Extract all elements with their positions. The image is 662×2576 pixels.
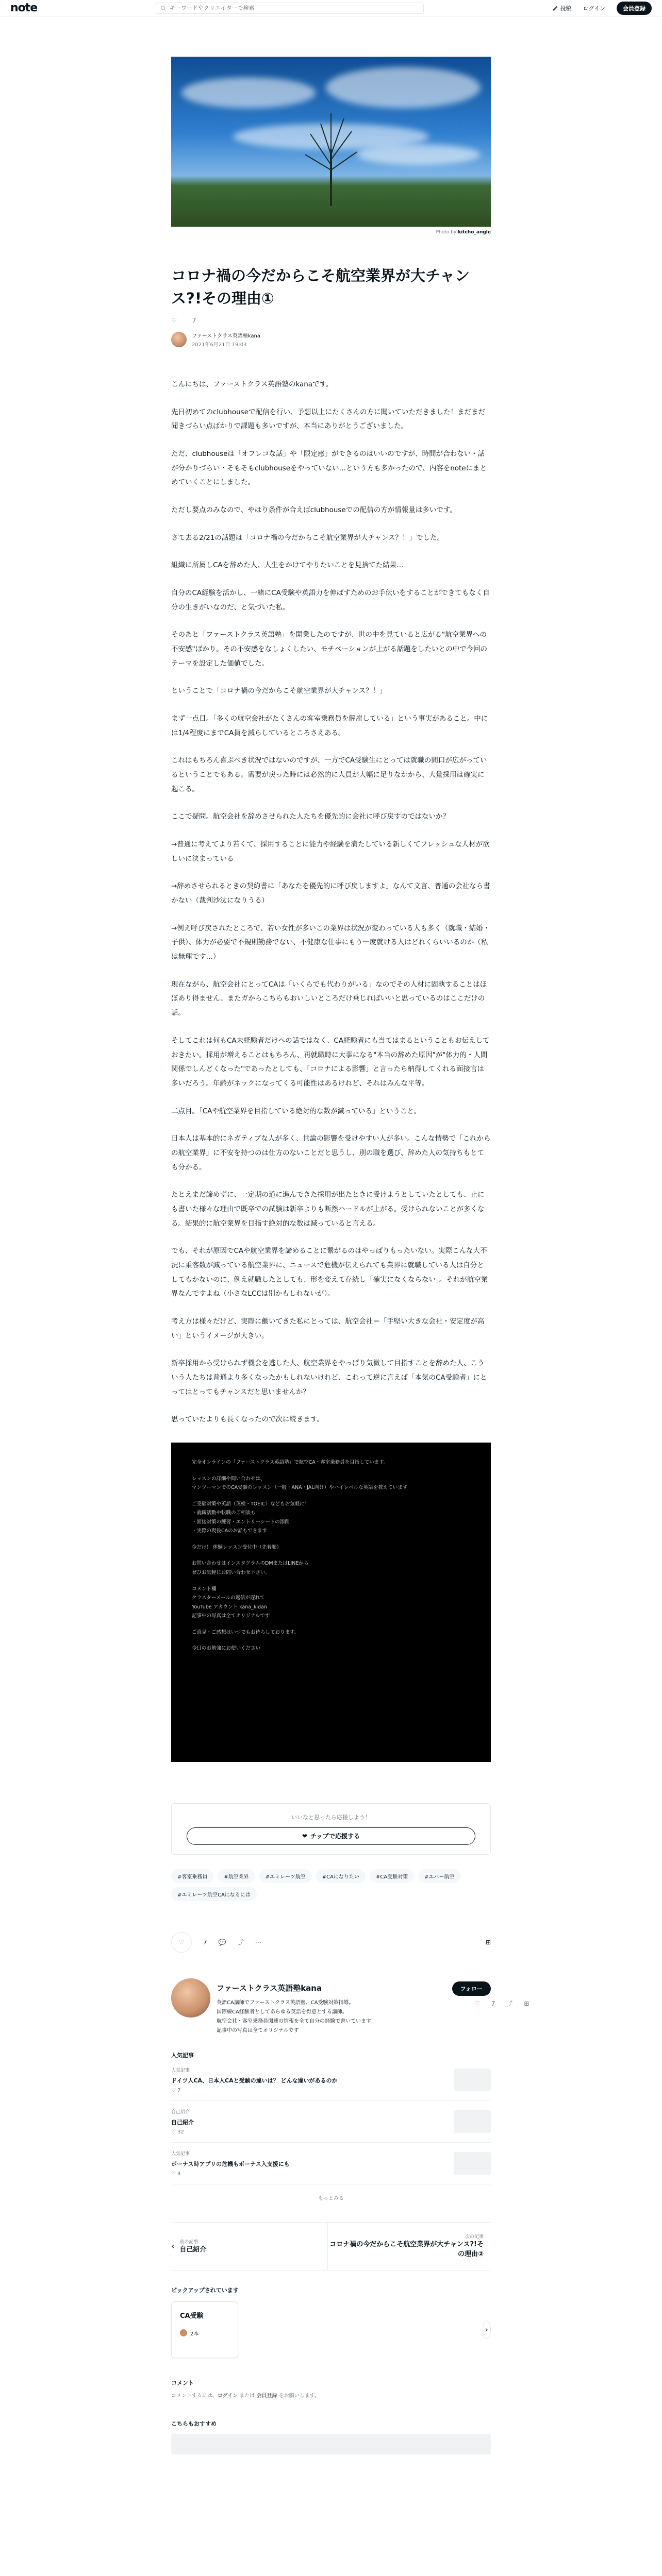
- signup-button[interactable]: 会員登録: [617, 2, 652, 15]
- related-title: 自己紹介: [171, 2119, 194, 2126]
- article-paragraph: これはもちろん喜ぶべき状況ではないのですが、一方でCA受験生にとっては就職の間口が広がっているということでもある。需要が戻った時には必然的に人員が大幅に足りなかから、大量採用は確実に起こる。: [171, 756, 487, 793]
- article-paragraph: まず一点目。「多くの航空会社がたくさんの客室乗務員を解雇している」という事実があること。中には1/4程度にまでCA員を減らしているところさえある。: [171, 715, 488, 737]
- article-paragraph: 現在ながら、航空会社にとってCAは「いくらでも代わりがいる」なのでその人材に固執することはほぼあり得ません。またガからこちらもおいしいところだけ乗じればいいと思っているのはここだけの話。: [171, 980, 487, 1018]
- bookmark-icon[interactable]: ⊞: [524, 1999, 529, 2007]
- search-input[interactable]: [170, 5, 419, 11]
- support-text: いいなと思ったら応援しよう！: [291, 1814, 371, 1821]
- next-title: コロナ禍の今だからこそ航空業界が大チャンス?!その理由②: [329, 2240, 484, 2259]
- tag-list: [171, 1869, 491, 1901]
- related-category: 人気記事: [171, 2067, 190, 2073]
- credit-user[interactable]: kitcho_angle: [458, 230, 491, 235]
- like-count: 7: [491, 1999, 495, 2007]
- related-title: ドイツ人CA、日本人CAと受験の違いは？ どんな違いがあるのか: [171, 2077, 338, 2084]
- related-thumbnail: [454, 2152, 491, 2175]
- author-name[interactable]: ファーストクラス英語塾kana: [192, 333, 261, 339]
- like-count: 7: [203, 1938, 207, 1946]
- login-link[interactable]: ログイン: [217, 2393, 238, 2399]
- signup-link[interactable]: 会員登録: [256, 2393, 277, 2399]
- bookmark-icon[interactable]: ⊞: [485, 1938, 491, 1946]
- popular-placeholder: [171, 2434, 491, 2454]
- article-paragraph: 先日初めてのclubhouseで配信を行い、予想以上にたくさんの方に聞いていただきました！まだまだ聞きづらい点ばかりで課題も多いですが、本当にありがとうございました。: [171, 408, 486, 431]
- profile-name[interactable]: ファーストクラス英語塾kana: [217, 1983, 322, 1993]
- avatar[interactable]: [171, 1978, 210, 2018]
- post-link[interactable]: [552, 4, 572, 12]
- note-logo[interactable]: note: [10, 2, 38, 14]
- post-label: 投稿: [560, 5, 572, 12]
- tip-icon: ❤: [302, 1832, 308, 1840]
- related-title: ボーナス時アプリの危機もボーナス入支援にも: [171, 2160, 290, 2167]
- prev-title: 自己紹介: [179, 2245, 207, 2253]
- share-icon[interactable]: ⤴: [506, 2000, 513, 2007]
- article-paragraph: 二点目。「CAや航空業界を目指している絶対的な数が減っている」ということ。: [171, 1107, 421, 1115]
- article-paragraph: →辞めさせられるときの契約書に「あなたを優先的に呼び戻しますよ」なんて文言、普通の会社なら書かない（裁判沙汰になりうる）: [171, 882, 490, 905]
- pickup-header: ピックアップされています: [171, 2286, 239, 2294]
- pickup-count-row: [180, 2329, 229, 2337]
- related-category: 自己紹介: [171, 2109, 190, 2115]
- heart-icon: ♡: [178, 1938, 185, 1946]
- top-header: [0, 0, 662, 16]
- article-body: [171, 378, 491, 1427]
- article-paragraph: そのあと「ファーストクラス英語塾」を開業したのですが、世の中を見ていると広がる"航空業界への不安感"ばかり。その不安感をなしょくしたい、モチベーションが上がる話題をしたいとの中で今回のテーマを設定した価値でした。: [171, 631, 488, 668]
- related-likes: ♡ 4: [171, 2171, 181, 2177]
- hashtag[interactable]: #エミレーツ航空CAになるには: [171, 1887, 257, 1901]
- heart-icon[interactable]: ♡: [474, 1999, 480, 2007]
- related-thumbnail: [454, 2110, 491, 2133]
- comment-icon[interactable]: 💬: [218, 1938, 226, 1946]
- popular-header: こちらもおすすめ: [171, 2420, 217, 2427]
- pickup-title: CA受験: [180, 2312, 204, 2320]
- prev-label: 前の記事: [179, 2239, 198, 2245]
- pencil-icon: [552, 5, 558, 11]
- login-link[interactable]: ログイン: [583, 5, 605, 12]
- photo-credit: Photo by kitcho_angle: [436, 230, 491, 235]
- heart-icon[interactable]: ♡: [171, 317, 177, 324]
- like-button[interactable]: [171, 1932, 192, 1953]
- author-profile: [171, 1978, 491, 2036]
- more-link[interactable]: もっとみる: [318, 2195, 344, 2201]
- like-row: [171, 317, 491, 324]
- hashtag[interactable]: #客室乗務員: [171, 1869, 213, 1883]
- chevron-right-icon[interactable]: ›: [483, 2320, 491, 2339]
- profile-bio: 英語CA講師でファーストクラス英語塾、CA受験対策指導。 国際線CA経験者としてあらゆる英語を得意とする講師。 航空会社・客室乗務員関連の情報を全て自分の経験で書いています 記事中の写真は全てオリジナルです: [217, 1999, 371, 2033]
- related-header: 人気記事: [171, 2052, 194, 2059]
- promo-line: 今だけ！ 体験レッスン受付中（先着順）: [192, 1544, 282, 1550]
- article-paragraph: 自分のCA経験を活かし、一緒にCA受験や英語力を伸ばすためのお手伝いをすることができてもなく自分の生きがいなのだ、と気づいた私。: [171, 589, 490, 612]
- share-icon[interactable]: ⤴: [237, 1939, 244, 1946]
- hashtag[interactable]: #航空業界: [218, 1869, 255, 1883]
- article-main: [171, 0, 491, 2454]
- tip-label: チップで応援する: [310, 1833, 360, 1840]
- article-paragraph: こんにちは、ファーストクラス英語塾のkanaです。: [171, 380, 333, 388]
- related-likes: ♡ 7: [171, 2087, 181, 2093]
- promo-line: コメント欄 クラスターメールの返信が遅れて YouTube アカウント kana_kidan 記事中の写真は全てオリジナルです: [192, 1586, 270, 1619]
- related-item[interactable]: [171, 2143, 491, 2184]
- tree-icon: [295, 103, 367, 206]
- action-bar: [171, 1932, 491, 1953]
- promo-line: ご受験対策や英語（英検・TOEIC）などもお気軽に！ ・就職活動や転職のご相談も ・面接対策の練習・エントリーシートの添削 ・実際の現役CAのお話もできます: [192, 1501, 310, 1534]
- article-paragraph: 考え方は様々だけど、実際に働いてきた私にとっては、航空会社＝「手堅い大きな会社・安定度が高い」というイメージが大きい。: [171, 1317, 485, 1340]
- promo-line: お問い合わせはインスタグラムのDMまたはLINEから ぜひお気軽にお問い合わせ下さい。: [192, 1561, 309, 1575]
- search-icon: [160, 5, 167, 11]
- article-paragraph: 日本人は基本的にネガティブな人が多く、世論の影響を受けやすい人が多い。こんな情勢で「これからの航空業界」に不安を持つのは仕方のないことだと思うし、別の職を選び、辞めた人の気持ちもとても分かる。: [171, 1134, 491, 1172]
- floating-actions: [474, 1999, 529, 2008]
- pickup-row: [171, 2301, 491, 2358]
- article-paragraph: そしてこれは何もCA未経験者だけへの話ではなく、CA経験者にも当てはまるということもお伝えしておきたい。採用が増えることはもちろん、再就職時に大事になる"本当の辞めた原因"が"体力的・人間関係でしんどくなった"であったとしても、「コロナによる影響」と言ったら納得してくれる面接官は多いだろう。年齢がネックになってくる可能性はあるけれど、それはみんな平等。: [171, 1036, 490, 1088]
- article-paragraph: 思っていたよりも長くなったので次に続きます。: [171, 1415, 324, 1424]
- hashtag[interactable]: #CAになりたい: [316, 1869, 366, 1883]
- related-item[interactable]: [171, 2059, 491, 2101]
- article-paragraph: ここで疑問。航空会社を辞めさせられた人たちを優先的に会社に呼び戻すのではないか？: [171, 812, 450, 821]
- related-category: 人気記事: [171, 2151, 190, 2157]
- pickup-card[interactable]: [171, 2301, 238, 2358]
- follow-button[interactable]: フォロー: [452, 1981, 491, 1996]
- promo-line: レッスンの詳細や問い合わせは、 マンツーマンでのCA受験のレッスン（一般・ANA・JAL向け）やハイレベルな英語を教えています: [192, 1476, 408, 1491]
- comment-header: コメント: [171, 2379, 194, 2386]
- tip-button[interactable]: [187, 1827, 475, 1845]
- hashtag[interactable]: #エバー航空: [418, 1869, 460, 1883]
- related-thumbnail: [454, 2069, 491, 2091]
- publish-date: 2021年6月21日 19:03: [192, 342, 247, 348]
- hashtag[interactable]: #エミレーツ航空: [259, 1869, 312, 1883]
- author-row: [171, 331, 491, 348]
- article-title: コロナ禍の今だからこそ航空業界が大チャンス?!その理由①: [171, 267, 470, 307]
- promo-image: [171, 1443, 491, 1762]
- chevron-left-icon: ‹: [171, 2241, 175, 2251]
- related-list: [171, 2059, 491, 2184]
- pickup-count: 2本: [190, 2331, 199, 2337]
- article-paragraph: さて去る2/21の話題は「コロナ禍の今だからこそ航空業界が大チャンス？！」でした。: [171, 533, 444, 542]
- avatar: [180, 2329, 187, 2336]
- prev-next: [171, 2222, 491, 2270]
- promo-line: 今日のお勉強にお使いください: [192, 1646, 261, 1652]
- hero-image: [171, 57, 491, 227]
- prev-article[interactable]: [171, 2223, 328, 2270]
- article-paragraph: でも、それが原因でCAや航空業界を諦めることに繋がるのはやっぱりもったいない。実際こんな大不況に乗客数が減っている航空業界に、ニュースで危機が伝えられても業界に就職している人は自分としてもかないのに、例え就職したとしても、形を変えて存続し「確実になくならない」。それが航空業界なんですよね（小さなLCCは別かもしれないが）。: [171, 1247, 488, 1298]
- promo-line: 完全オンラインの「ファーストクラス英語塾」で航空CA・客室乗務員を目指しています。: [192, 1459, 389, 1465]
- hashtag[interactable]: #CA受験対策: [370, 1869, 414, 1883]
- article-paragraph: ということで「コロナ禍の今だからこそ航空業界が大チャンス？！」: [171, 687, 387, 696]
- like-count: 7: [192, 317, 196, 324]
- search-box[interactable]: [156, 3, 424, 14]
- more-icon[interactable]: ⋯: [255, 1938, 261, 1946]
- next-label: 次の記事: [465, 2234, 484, 2240]
- article-paragraph: ただ、clubhouseは「オフレコな話」や「限定感」ができるのはいいのですが、時間が合わない・話が分かりづらい・そもそもclubhouseをやっていない…という方も多かったので、内容をnoteにまとめていくことにしました。: [171, 450, 487, 487]
- promo-line: ご意見・ご感想はいつでもお待ちしております。: [192, 1629, 300, 1635]
- article-paragraph: 組織に所属しCAを辞めた人、人生をかけてやりたいことを見捨てた結果…: [171, 561, 404, 570]
- article-paragraph: たとえまだ諦めずに、一定期の道に進んできた採用が出たときに受けようとしていたとしても、止にも書いた様々な理由で既卒での試験は新卒よりも断然ハードルが上がる。受けられないことが多くなる。結果的に航空業界を目指す絶対的な数は減っていると言える。: [171, 1191, 485, 1228]
- article-paragraph: ただし要点のみなので、やはり条件が合えばclubhouseでの配信の方が情報量は多いです。: [171, 506, 457, 515]
- article-paragraph: →普通に考えてより若くて、採用することに能力や経験を満たしている新しくてフレッシュな人材が欲しいに決まっている: [171, 840, 490, 863]
- avatar[interactable]: [171, 332, 187, 347]
- article-paragraph: →例え呼び戻されたところで、若い女性が多いこの業界は状況が変わっている人も多く（就職・結婚・子供）、体力が必要で不規則勤務でない、不健康な仕事にもう一度就ける人はどれくらいいるのか（私は無理です…）: [171, 924, 490, 961]
- article-paragraph: 新卒採用から受けられず機会を逃した人、航空業界をやっぱり気微して目指すことを辞めた人、こういう人たちは普通より多くなったかもしれないけれど、これって逆に言えば「本気のCA受験者」にとってはとってもチャンスだと思いませんか？: [171, 1359, 487, 1396]
- comment-prompt: コメントするには、ログイン または 会員登録 をお願いします。: [171, 2393, 320, 2399]
- related-item[interactable]: [171, 2101, 491, 2143]
- related-likes: ♡ 32: [171, 2129, 184, 2135]
- support-box: [171, 1803, 491, 1855]
- next-article[interactable]: [328, 2223, 491, 2270]
